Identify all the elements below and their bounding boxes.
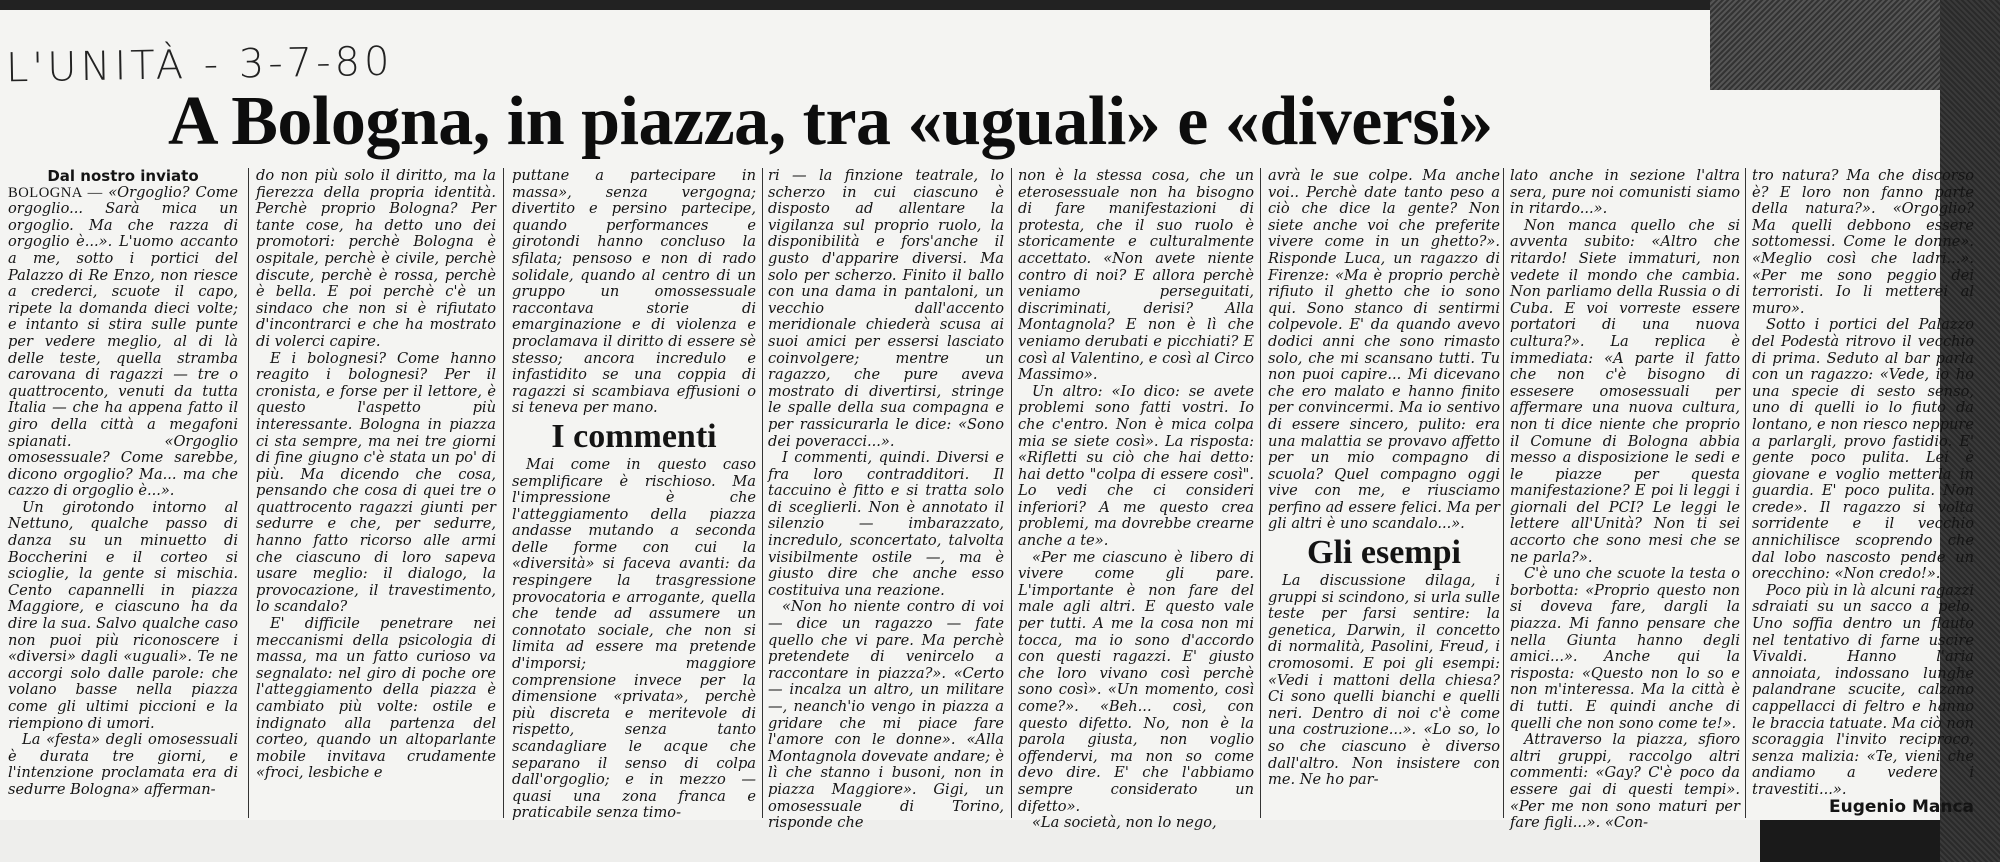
column-divider bbox=[1745, 168, 1746, 818]
article-headline: A Bologna, in piazza, tra «uguali» e «diversi» bbox=[168, 83, 1493, 160]
column-divider bbox=[1260, 168, 1261, 818]
author-signature: Eugenio Manca bbox=[1829, 796, 1974, 817]
paragraph: «Per me ciascuno è libero di vivere come gli pare. L'importante è non fare del male agli altri. E questo vale per tutti. A me la cosa non mi tocca, ma io sono d'accordo con questi ragazzi. E' giusto che loro vivano così perchè sono così». «Un momento, così come?». «Beh... così, con questo difetto. No, non è la parola giusta, non voglio offendervi, ma non so come devo dire. E' che l'abbiamo sempre considerato un difetto». bbox=[1018, 548, 1254, 815]
article-column-4 bbox=[768, 168, 1004, 832]
paragraph: Non manca quello che si avventa subito: «Altro che ritardo! Siete immaturi, non vedete il mondo che cambia. Non parliamo della Russia o di Cuba. E voi vorreste essere portatori di una nuova cultura?». La replica è immediata: «A parte il fatto che non c'è bisogno di essesere omosessuali per affermare una nuova cultura, non ti dice niente che proprio il Comune di Bologna abbia messo a disposizione le sedi e le piazze per questa manifestazione? E poi li leggi i giornali del PCI? Le leggi le lettere all'Unità? Non ti sei accorto che sono mesi che se ne parla?». bbox=[1510, 216, 1740, 566]
paragraph: I commenti, quindi. Diversi e fra loro contradditori. Il taccuino è fitto e si tratta solo di sceglierli. Non è annotato il silenzio — imbarazzato, incredulo, sconcertato, talvolta visibilmente ostile —, ma è giusto dire che anche esso costituiva una reazione. bbox=[768, 449, 1004, 599]
article-column-5 bbox=[1018, 168, 1254, 832]
subhead-esempi: Gli esempi bbox=[1307, 534, 1461, 572]
paragraph: Un altro: «Io dico: se avete problemi sono fatti vostri. Io che c'entro. Non è mica colpa mia se siete così». La risposta: «Rifletti su ciò che hai detto: hai detto "colpa di essere così". Lo vedi che ci consideri inferiori? A me questo crea problemi, ma dovrebbe crearne anche a te». bbox=[1018, 382, 1254, 550]
article-column-8 bbox=[1752, 168, 1974, 815]
scan-top-edge bbox=[0, 0, 2000, 10]
paragraph: Attraverso la piazza, sfioro altri gruppi, raccolgo altri commenti: «Gay? C'è poco da essere gai di questi tempi». «Per me non sono maturi per fare figli...». «Con- bbox=[1510, 731, 1740, 832]
byline-correspondent: Dal nostro inviato bbox=[47, 167, 199, 185]
paragraph: C'è uno che scuote la testa o borbotta: «Proprio questo non si doveva fare, dargli la piazza. Mi fanno pensare che nella Giunta hanno degli amici...». Anche qui la risposta: «Questo non lo so e non m'interessa. Ma la città è di tutti. E quindi anche di quelli che non sono come te!». bbox=[1510, 565, 1740, 732]
paragraph: «La società, non lo nego, bbox=[1032, 814, 1217, 832]
article-column-6 bbox=[1268, 168, 1500, 789]
paragraph: tro natura? Ma che discorso è? E loro non fanno parte della natura?». «Orgoglio? Ma quelli debbono essere sottomessi. Come le donne». «Meglio così che ladri...». «Per me sono peggio dei terroristi. Io li metterei al muro». bbox=[1752, 167, 1974, 317]
paragraph: La «festa» degli omosessuali è durata tre giorni, e l'intenzione proclamata era di sedurre Bologna» afferman- bbox=[8, 731, 238, 798]
paragraph: Sotto i portici del Palazzo del Podestà ritrovo il vecchio di prima. Seduto al bar parla con un ragazzo: «Vede, io ho una specie di sesto senso, uno di quelli io lo fiuto da lontano, e non riesco neppure a parlargli, provo fastidio. E' gente poco pulita. Lei è giovane e voglio metterla in guardia. E' poco pulita. Non crede». Il ragazzo si volta sorridente e il vecchio annichilisce scoprendo che dal lobo nascosto pende un orecchino: «Non credo!». bbox=[1752, 316, 1974, 583]
paragraph: ri — la finzione teatrale, lo scherzo in cui ciascuno è disposto ad allentare la vigilanza sul proprio ruolo, la disponibilità e fors'anche il gusto d'apparire diversi. Ma solo per scherzo. Finito il ballo con una dama in pantaloni, un vecchio dall'accento meridionale chiederà scusa ai suoi amici per essersi lasciato coinvolgere; mentre un ragazzo, che pure aveva mostrato di divertirsi, stringe le spalle della sua compagna e per rassicurarla le dice: «Sono dei poveracci...». bbox=[768, 167, 1004, 450]
column-divider bbox=[762, 168, 763, 818]
article-column-7 bbox=[1510, 168, 1740, 832]
paragraph: avrà le sue colpe. Ma anche voi.. Perchè date tanto peso a ciò che dice la gente? Non siete anche voi che preferite vivere come in un ghetto?». Risponde Luca, un ragazzo di Firenze: «Ma è proprio perchè rifiuto il ghetto che io sono qui. Sono stanco di sentirmi colpevole. E' da quando avevo dodici anni che sono rimasto solo, che mi scansano tutti. Tu non puoi capire... Mi dicevano che ero malato e hanno finito per convincermi. Ma io sentivo di essere sincero, pulito: era una malattia se provavo affetto per un mio compagno di scuola? Quel compagno oggi vive con me, e riusciamo perfino ad essere felici. Ma per gli altri è uno scandalo...». bbox=[1268, 167, 1500, 533]
paragraph: Un girotondo intorno al Nettuno, qualche passo di danza su un minuetto di Boccherini e il corteo si scioglie, la gente si mischia. Cento capannelli in piazza Maggiore, e ciascuno ha da dire la sua. Salvo qualche caso non puoi più riconoscere i «diversi» dagli «uguali». Te ne accorgi solo dalle parole: che volano basse nella piazza come gli ultimi piccioni e la riempiono di umori. bbox=[8, 498, 238, 732]
paragraph: Poco più in là alcuni ragazzi sdraiati su un sacco a pelo. Uno soffia dentro un flauto nel tentativo di farne uscire Vivaldi. Hanno l'aria annoiata, indossano lunghe palandrane scucite, calzano cappellacci di feltro e hanno le braccia tatuate. Ma ciò non scoraggia l'invito reciproco, senza malizia: «Te, vieni che andiamo a vedere i travestiti...». bbox=[1752, 581, 1974, 798]
column-divider bbox=[1011, 168, 1012, 818]
paragraph: La discussione dilaga, i gruppi si scindono, si urla sulle teste per farsi sentire: la genetica, Darwin, il concetto di normalità, Pasolini, Freud, i cromosomi. E poi gli esempi: «Vedi i mattoni della chiesa? Ci sono quelli bianchi e quelli neri. Dentro di noi c'è come una costruzione...». «Lo so, lo so che ciascuno è diverso dall'altro. Non insistere con me. Ne ho par- bbox=[1268, 572, 1500, 789]
paragraph: BOLOGNA — «Orgoglio? Come orgoglio... Sarà mica un orgoglio. Ma che razza di orgoglio è...». L'uomo accanto a me, sotto i portici del Palazzo di Re Enzo, non riesce a crederci, scuote il capo, ripete la domanda dieci volte; e intanto si stira sulle punte per vedere meglio, al di là delle teste, quella stramba carovana di ragazzi — tre o quattrocento, venuti da tutta Italia — che ha appena fatto il giro della città a megafoni spianati. «Orgoglio omosessuale? Come sarebbe, dicono orgoglio? Ma... ma che cazzo di orgoglio è...». bbox=[8, 183, 238, 500]
handwritten-source-note: L'UNITÀ - 3-7-80 bbox=[5, 38, 394, 92]
paragraph: non è la stessa cosa, che un eterosessuale non ha bisogno di fare manifestazioni di protesta, che il suo ruolo è storicamente e culturalmente accettato. «Non avete niente contro di noi? E allora perchè veniamo perseguitati, discriminati, derisi? Alla Montagnola? E non è lì che veniamo derubati e picchiati? E così al Valentino, e così al Circo Massimo». bbox=[1018, 167, 1254, 384]
article-column-2 bbox=[256, 168, 496, 782]
column-divider bbox=[248, 168, 249, 818]
subhead-commenti: I commenti bbox=[551, 417, 717, 455]
paragraph: puttane a partecipare in massa», senza vergogna; divertito e persino partecipe, quando performances e girotondi hanno concluso la sfilata; pensoso e non di rado solidale, quando al centro di un gruppo un omossessuale raccontava storie di emarginazione e di violenza e proclamava il diritto di essere sè stesso; ancora incredulo e infastidito se una coppia di ragazzi si scambiava effusioni o si teneva per mano. bbox=[512, 167, 756, 417]
paragraph: do non più solo il diritto, ma la fierezza della propria identità. Perchè proprio Bologna? Per tante cose, ha detto uno dei promotori: perchè Bologna è ospitale, perchè è civile, perchè discute, perchè è rossa, perchè è bella. E poi perchè c'è un sindaco che non si è rifiutato d'incontrarci e che ha mostrato di volerci capire. bbox=[256, 167, 496, 350]
article-column-1 bbox=[8, 168, 238, 799]
paragraph: E i bolognesi? Come hanno reagito i bolognesi? Per il cronista, e forse per il lettore, è questo l'aspetto più interessante. Bologna in piazza ci sta sempre, ma nei tre giorni di fine giugno c'è stata un po' di più. Ma dicendo che cosa, pensando che cosa di quei tre o quattrocento ragazzi giunti per sedurre e che, per sedurre, hanno fatto ricorso alle armi che ciascuno di loro sapeva usare meglio: il dialogo, la provocazione, il travestimento, lo scandalo? bbox=[256, 349, 496, 616]
dateline: BOLOGNA — bbox=[8, 184, 109, 201]
paragraph: Mai come in questo caso semplificare è rischioso. Ma l'impressione è che l'atteggiamento della piazza andasse mutando a seconda delle forme con cui la «diversità» si faceva avanti: da respingere la trasgressione provocatoria e arrogante, quella che tende ad assumere un connotato sociale, che non si limita ad essere ma pretende d'imporsi; maggiore comprensione invece per la dimensione «privata», perchè più discreta e meritevole di rispetto, senza tanto scandagliare le acque che separano il senso di colpa dall'orgoglio; e in mezzo — quasi una zona franca e praticabile senza timo- bbox=[512, 455, 756, 822]
column-divider bbox=[1503, 168, 1504, 818]
paragraph: E' difficile penetrare nei meccanismi della psicologia di massa, ma un fatto curioso va segnalato: nel giro di poche ore l'atteggiamento della piazza è cambiato più volte: ostile e indignato alla partenza del corteo, quando un altoparlante mobile invitava crudamente «froci, lesbiche e bbox=[256, 615, 496, 782]
paragraph: «Non ho niente contro di voi — dice un ragazzo — fate quello che vi pare. Ma perchè pretendete di venircelo a raccontare in piazza?». «Certo — incalza un altro, un militare —, neanch'io vengo in piazza a gridare che mi piace fare l'amore con le donne». «Alla Montagnola dovevate andare; è lì che stanno i busoni, non in piazza Maggiore». Gigi, un omosessuale di Torino, risponde che bbox=[768, 598, 1004, 832]
column-divider bbox=[503, 168, 504, 818]
paragraph: lato anche in sezione l'altra sera, pure noi comunisti siamo in ritardo...». bbox=[1510, 167, 1740, 218]
article-column-3 bbox=[512, 168, 756, 822]
